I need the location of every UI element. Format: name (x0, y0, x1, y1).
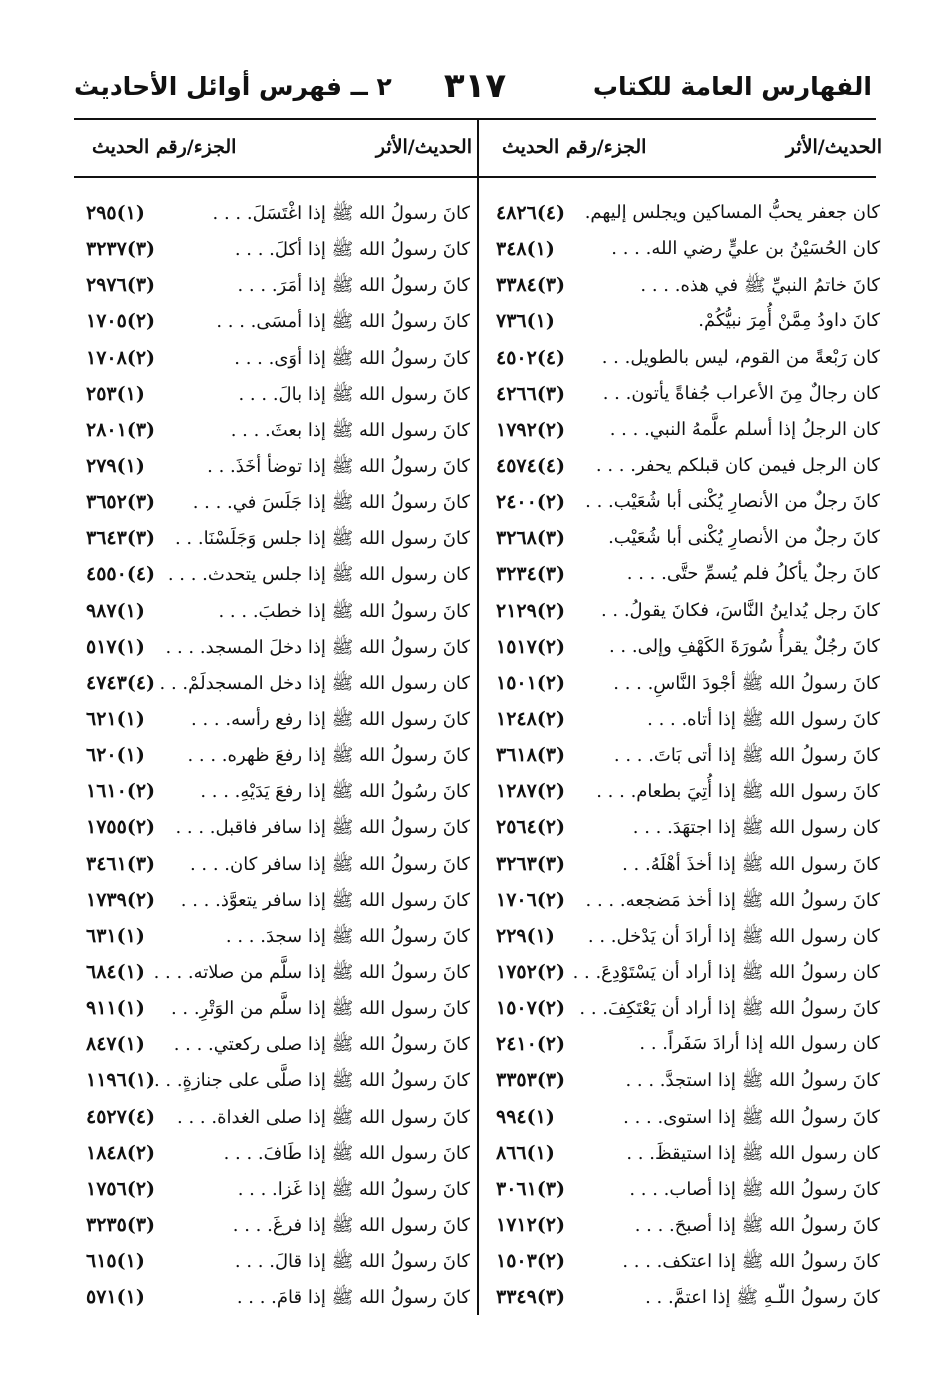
hadith-opening: كانَ رسولُ الله ﷺ إذا دخلَ المسجد. . . . (165, 636, 470, 658)
volume-hadith-number: (٣)٣٣٨٤ (496, 274, 566, 297)
volume-hadith-number: (٣)٣٣٤٩ (496, 1286, 566, 1309)
index-entry (74, 1102, 472, 1138)
hadith-opening: كانَ رسول الله ﷺ إذا أُتِيَ بطعام. . . . (596, 781, 880, 803)
index-entry (74, 1065, 472, 1101)
volume-hadith-number: (١)٦٨٤ (86, 960, 145, 983)
column-divider (477, 120, 479, 1315)
volume-hadith-number: (٢)١٧٥٥ (86, 816, 156, 839)
hadith-opening: كانَ رسُولُ الله ﷺ إذا رفعَ يَدَيْهِ. . . . (200, 781, 470, 803)
index-entry (484, 270, 882, 306)
column-head-rule (74, 176, 876, 178)
volume-hadith-number: (١)٦٣١ (86, 924, 145, 947)
hadith-opening: كانَ رسولُ الله ﷺ إذا سافر فاقبل. . . . (175, 817, 470, 839)
index-entry (74, 921, 472, 957)
hadith-opening: كانَ رسولُ الله ﷺ إذا غَزا. . . . (237, 1178, 470, 1200)
volume-hadith-number: (٢)٢٥٦٤ (496, 816, 566, 839)
hadith-opening: كانَ رسولُ الله ﷺ إذا قالَ. . . . (234, 1251, 470, 1273)
hadith-opening: كانَ رسولُ الله ﷺ إذا سافر كان. . . . (189, 853, 470, 875)
volume-hadith-number: (٣)٢٨٠١ (86, 418, 156, 441)
hadith-column-label: الحديث/الأثر (375, 136, 472, 158)
left-column-head (74, 136, 472, 166)
volume-hadith-number: (١)١١٩٦ (86, 1069, 156, 1092)
volume-hadith-number: (١)٨٤٧ (86, 1033, 145, 1056)
hadith-opening: كانَ رسولُ الله ﷺ إذا اغْتَسَلَ. . . . (212, 203, 470, 224)
index-entry (74, 234, 472, 270)
hadith-opening: كان رسول الله ﷺ إذا استيقظَ. . . (626, 1142, 880, 1164)
index-entry (484, 812, 882, 848)
volume-hadith-number: (٣)٣٢٦٣ (496, 852, 566, 875)
volume-hadith-number: (٢)١٧٥٢ (496, 960, 566, 983)
hadith-opening: كانَ رجلٌ من الأنصارِ يُكْنى أبا شُعَيْب. (608, 527, 880, 549)
index-entry (484, 1246, 882, 1282)
hadith-opening: كانَ رسولُ الله ﷺ إذا أتى بَاتَ. . . . (613, 745, 880, 767)
volume-hadith-number: (٢)١٢٤٨ (496, 707, 566, 730)
volume-hadith-number: (٣)٣٢٣٥ (86, 1213, 156, 1236)
volume-hadith-number: (٤)٤٧٤٣ (86, 671, 156, 694)
index-entry (484, 1282, 882, 1318)
index-entry (74, 415, 472, 451)
index-entry (484, 1210, 882, 1246)
running-title: الفهارس العامة للكتاب (592, 72, 872, 101)
index-entry (74, 957, 472, 993)
hadith-opening: كانَ رسولُ الله ﷺ إذا أمَرَ. . . . (237, 275, 470, 297)
left-column (74, 198, 472, 1318)
hadith-opening: كانَ رسولُ الله ﷺ إذا استوى. . . . (623, 1106, 880, 1128)
index-entry (74, 198, 472, 234)
hadith-opening: كانَ رسولُ الله ﷺ إذا سلَّم من صلاته. . . . (153, 961, 470, 983)
hadith-opening: كانَ رسولُ الله ﷺ إذا سجدَ. . . . (225, 925, 470, 947)
hadith-opening: كانَ رجل يُداينُ النَّاسَ، فكانَ يقولُ. . . (600, 599, 880, 621)
volume-hadith-number: (٣)٣٤٦١ (86, 852, 156, 875)
volume-hadith-number: (١)٩١١ (86, 997, 145, 1020)
volume-hadith-number: (٢)١٧٠٦ (496, 888, 566, 911)
index-entry (74, 885, 472, 921)
hadith-opening: كانَ رسولُ الله ﷺ أجْودَ النَّاسِ. . . . (613, 672, 880, 694)
hadith-opening: كانَ رسولُ الله ﷺ إذا أصبحَ. . . . (634, 1214, 880, 1236)
index-entry (74, 306, 472, 342)
hadith-opening: كانَ رسولُ الله ﷺ إذا رفعَ ظهره. . . . (187, 745, 470, 767)
volume-hadith-number: (٢)١٧٠٥ (86, 310, 156, 333)
hadith-opening: كان رسول الله ﷺ إذا جلس يتحدث. . . . (167, 564, 470, 586)
section-title: ٢ ــ فهرس أوائل الأحاديث (74, 72, 392, 101)
hadith-opening: كانَ رسولُ الله ﷺ إذا استجدَّ. . . . (625, 1070, 880, 1092)
index-entry (484, 704, 882, 740)
hadith-opening: كانَ رسول الله ﷺ إذا صلى الغداة. . . . (177, 1106, 470, 1128)
volume-hadith-number: (١)٩٩٤ (496, 1105, 555, 1128)
hadith-opening: كانَ رسول الله ﷺ إذا جلس وَجَلَسْنَا. . . (174, 528, 470, 550)
index-entry (484, 957, 882, 993)
volume-hadith-number: (٢)١٧١٢ (496, 1213, 566, 1236)
index-entry (74, 1246, 472, 1282)
volume-hadith-number: (٢)١٢٨٧ (496, 780, 566, 803)
volume-hadith-number: (٤)٤٥٢٧ (86, 1105, 156, 1128)
hadith-opening: كانَ رسولُ الله ﷺ إذا أمسَى. . . . (216, 311, 470, 333)
index-entry (74, 1138, 472, 1174)
index-entry (484, 596, 882, 632)
right-column (484, 198, 882, 1318)
hadith-opening: كان رسول الله ﷺ إذا أرادَ أن يَدْخل. . . (587, 925, 880, 947)
hadith-opening: كانَ رجلٌ من الأنصارِ يُكْنى أبا شُعَيْب. . . (585, 491, 880, 513)
volume-hadith-number: (٣)٣٦٤٣ (86, 527, 156, 550)
index-entry (484, 993, 882, 1029)
volume-hadith-number: (٣)٢٩٧٦ (86, 274, 156, 297)
hadith-opening: كانَ رسول الله ﷺ إذا طَافَ. . . . (223, 1142, 470, 1164)
index-entry (484, 559, 882, 595)
volume-hadith-number: (٢)١٥٠٧ (496, 997, 566, 1020)
index-entry (484, 1065, 882, 1101)
index-entry (74, 1210, 472, 1246)
volume-hadith-number: (٣)٣٢٣٧ (86, 238, 156, 261)
index-entry (484, 306, 882, 342)
hadith-opening: كان رَبْعةً من القوم، ليس بالطويل. . . (601, 346, 880, 368)
volume-hadith-number: (٤)٤٥٥٠ (86, 563, 156, 586)
index-entry (74, 343, 472, 379)
page-number: ٣١٧ (443, 66, 507, 106)
volume-hadith-number: (٣)٣٠٦١ (496, 1177, 566, 1200)
index-entry (74, 559, 472, 595)
volume-hadith-number: (٢)١٥١٧ (496, 635, 566, 658)
volume-hadith-number: (٣)٣٣٥٣ (496, 1069, 566, 1092)
volume-hadith-number: (٢)١٧٣٩ (86, 888, 156, 911)
volume-hadith-number: (٢)١٨٤٨ (86, 1141, 156, 1164)
hadith-opening: كانَ رسول الله ﷺ إذا رفع رأسه. . . . (191, 708, 470, 730)
volume-hadith-number: (٤)٤٥٧٤ (496, 454, 566, 477)
volume-hadith-number: (١)٣٤٨ (496, 238, 555, 261)
volume-hadith-number: (٢)٢٤٠٠ (496, 491, 566, 514)
volume-hadith-number: (١)٢٢٩ (496, 924, 555, 947)
volume-hadith-number: (١)٥٧١ (86, 1286, 145, 1309)
hadith-opening: كانَ رسول الله ﷺ إذا سافر يتعوَّذ. . . . (180, 889, 470, 911)
index-entry (484, 1102, 882, 1138)
hadith-opening: كان الرجلُ إذا أسلم علَّمهُ النبي. . . . (609, 418, 880, 440)
hadith-opening: كان الحُسَيْنُ بن عليٍّ رضي الله. . . . (611, 238, 880, 260)
hadith-opening: كانَ رسولُ الله ﷺ إذا أوَى. . . . (234, 347, 470, 369)
index-entry (74, 270, 472, 306)
volume-hadith-number: (١)٢٧٩ (86, 454, 145, 477)
hadith-opening: كانَ رسول الله ﷺ إذا سلَّم من الوَتْرِ. . . (170, 998, 470, 1020)
index-entry (484, 379, 882, 415)
volume-hadith-number: (٢)١٥٠١ (496, 671, 566, 694)
hadith-opening: كانَ رسولُ الله ﷺ إذا أكلَ. . . . (234, 239, 470, 261)
hadith-opening: كانَ رسول الله ﷺ إذا بالَ. . . . (238, 383, 470, 405)
hadith-opening: كان الرجل فيمن كان قبلكم يحفر. . . . (595, 454, 880, 476)
index-entry (484, 343, 882, 379)
index-entry (74, 812, 472, 848)
volume-hadith-number: (٢)١٧٥٦ (86, 1177, 156, 1200)
hadith-opening: كان رسولُ الله ﷺ إذا أراد أن يَسْتَوْدِعَ. . . (572, 961, 880, 983)
index-entry (484, 234, 882, 270)
index-entry (484, 487, 882, 523)
right-column-head (484, 136, 882, 166)
index-entry (484, 885, 882, 921)
hadith-opening: كان رجالٌ مِنَ الأعراب جُفاةً يأتون. . . (602, 382, 880, 404)
hadith-opening: كانَ خاتمُ النبيِّ ﷺ في هذه. . . . (640, 275, 880, 297)
index-entry (74, 632, 472, 668)
hadith-opening: كان رسول الله ﷺ إذا اجتهَدَ. . . . (632, 817, 880, 839)
index-entry (484, 668, 882, 704)
hadith-opening: كانَ رسولُ الله ﷺ إذا توضأ أخَذَ. . . (207, 455, 470, 477)
index-entry (484, 451, 882, 487)
hadith-opening: كان جعفر يحبُّ المساكين ويجلس إليهم. (584, 202, 880, 223)
index-entry (484, 1029, 882, 1065)
hadith-column-label: الحديث/الأثر (785, 136, 882, 158)
volume-hadith-number: (٢)٢٤١٠ (496, 1033, 566, 1056)
hadith-opening: كانَ رسولُ الله ﷺ إذا أصاب. . . . (629, 1178, 880, 1200)
index-entry (484, 632, 882, 668)
hadith-opening: كان رسول الله ﷺ إذا دخل المسجدلَمْ. . . (159, 672, 470, 694)
index-entry (484, 523, 882, 559)
hadith-opening: كان رسول الله إذا أرادَ سَفَراً. . . (639, 1033, 880, 1055)
hadith-opening: كانَ رسولُ الله ﷺ إذا صلى ركعتي. . . . (173, 1034, 470, 1056)
index-entry (74, 487, 472, 523)
index-entry (74, 740, 472, 776)
hadith-opening: كانَ رسولُ الله ﷺ إذا اعتكف. . . . (622, 1251, 880, 1273)
index-entry (484, 921, 882, 957)
ref-column-label: الجزء/رقم الحديث (502, 136, 647, 158)
hadith-opening: كانَ رسولُ الله ﷺ إذا أخذ مَضجعه. . . . (585, 889, 880, 911)
index-entry (74, 1174, 472, 1210)
volume-hadith-number: (٤)٤٨٢٦ (496, 202, 566, 224)
volume-hadith-number: (٢)١٦١٠ (86, 780, 156, 803)
index-entry (74, 668, 472, 704)
index-entry (484, 1174, 882, 1210)
volume-hadith-number: (٢)١٧٩٢ (496, 418, 566, 441)
volume-hadith-number: (٣)٣٦٥٢ (86, 491, 156, 514)
hadith-opening: كانَ رسولُ الله ﷺ إذا قامَ. . . . (236, 1287, 470, 1309)
volume-hadith-number: (٣)٣٦١٨ (496, 744, 566, 767)
index-entry (484, 740, 882, 776)
hadith-opening: كانَ رسولُ الله ﷺ إذا أراد أن يَعْتَكِفَ. . . (579, 998, 880, 1020)
index-entry (74, 704, 472, 740)
hadith-opening: كانَ رسول الله ﷺ إذا بعثَ. . . . (230, 419, 470, 441)
hadith-opening: كانَ داودُ مِمَّنْ أُمِرَ نبيُّكُمْ. (698, 310, 880, 332)
volume-hadith-number: (٢)٢١٢٩ (496, 599, 566, 622)
index-entry (74, 596, 472, 632)
volume-hadith-number: (٢)١٥٠٣ (496, 1250, 566, 1273)
index-entry (74, 1029, 472, 1065)
volume-hadith-number: (١)٢٩٥ (86, 202, 145, 224)
ref-column-label: الجزء/رقم الحديث (92, 136, 237, 158)
hadith-opening: كانَ رجُلٌ يقرأُ سُورَةَ الكَهْفِ وإلى. . . (608, 635, 880, 657)
index-entry (484, 198, 882, 234)
index-entry (74, 379, 472, 415)
hadith-opening: كانَ رسولُ اللّـهِ ﷺ إذا اعتمَّ. . . (645, 1287, 880, 1309)
volume-hadith-number: (١)٥١٧ (86, 635, 145, 658)
volume-hadith-number: (١)٩٨٧ (86, 599, 145, 622)
hadith-opening: كانَ رسول الله ﷺ إذا فرغَ. . . . (232, 1214, 470, 1236)
index-entry (484, 776, 882, 812)
hadith-opening: كانَ رسولُ الله ﷺ إذا جَلَسَ في. . . . (192, 492, 470, 514)
index-entry (74, 776, 472, 812)
volume-hadith-number: (٣)٣٢٦٨ (496, 527, 566, 550)
volume-hadith-number: (١)٢٥٣ (86, 382, 145, 405)
header-rule (74, 118, 876, 120)
volume-hadith-number: (٣)٣٢٣٤ (496, 563, 566, 586)
index-entry (74, 523, 472, 559)
index-entry (484, 415, 882, 451)
hadith-opening: كانَ رجلٌ يأكلُ فلم يُسمِّ حتَّى. . . . (626, 563, 880, 585)
index-entry (74, 993, 472, 1029)
volume-hadith-number: (١)٦١٥ (86, 1250, 145, 1273)
volume-hadith-number: (١)٧٣٦ (496, 310, 555, 333)
hadith-opening: كانَ رسولُ الله ﷺ إذا خطبَ. . . . (218, 600, 470, 622)
hadith-opening: كانَ رسول الله ﷺ إذا أخذَ أهْلَهُ. . . (622, 853, 880, 875)
index-entry (74, 451, 472, 487)
index-entry (74, 849, 472, 885)
volume-hadith-number: (١)٨٦٦ (496, 1141, 555, 1164)
volume-hadith-number: (٤)٤٥٠٢ (496, 346, 566, 369)
index-entry (74, 1282, 472, 1318)
volume-hadith-number: (٣)٤٢٦٦ (496, 382, 566, 405)
index-entry (484, 1138, 882, 1174)
index-entry (484, 849, 882, 885)
hadith-opening: كانَ رسولُ الله ﷺ إذا صلَّى على جنازةٍ. . . (153, 1070, 470, 1092)
hadith-opening: كانَ رسول الله ﷺ إذا أتاه. . . . (647, 708, 880, 730)
volume-hadith-number: (١)٦٢٠ (86, 744, 145, 767)
volume-hadith-number: (٢)١٧٠٨ (86, 346, 156, 369)
volume-hadith-number: (١)٦٢١ (86, 707, 145, 730)
